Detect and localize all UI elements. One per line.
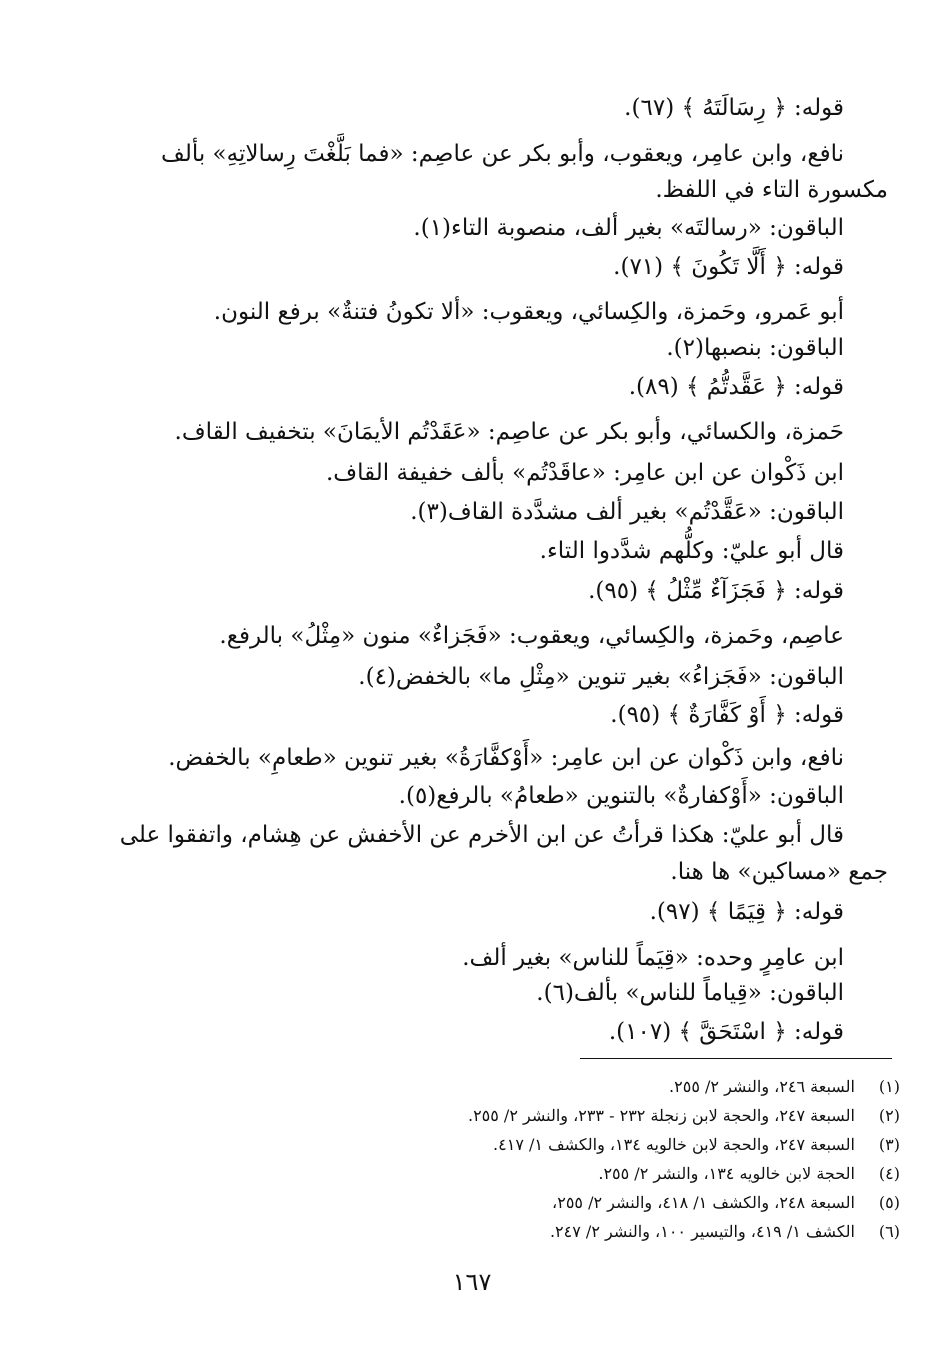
- text-line: نافع، وابن عامِر، ويعقوب، وأبو بكر عن عاصِم: «فما بَلَّغْتَ رِسالاتِهِ» بألف: [161, 141, 844, 167]
- text-line: قال أبو عليّ: وكلُّهم شدَّدوا التاء.: [539, 538, 844, 564]
- text-line: ابن عامِرٍ وحده: «قِيَماً للناس» بغير ألف.: [462, 945, 844, 971]
- footnote: [550, 1219, 900, 1245]
- footnote: [669, 1074, 900, 1100]
- text-line: أبو عَمرو، وحَمزة، والكِسائي، ويعقوب: «ألا تكونُ فتنةٌ» برفع النون.: [213, 299, 844, 325]
- text-line: قوله: ﴿ أَلَّا تَكُونَ ﴾ (٧١).: [613, 254, 844, 280]
- footnote-text: الكشف ١/ ٤١٩، والتيسير ١٠٠، والنشر ٢/ ٢٤٧.: [549, 1222, 855, 1241]
- footnote-number: (٤): [878, 1164, 900, 1183]
- text-line: قوله: ﴿ رِسَالَتَهُ ﴾ (٦٧).: [624, 95, 844, 121]
- text-line: عاصِم، وحَمزة، والكِسائي، ويعقوب: «فَجَزاءٌ» منون «مِثْلُ» بالرفع.: [219, 623, 844, 649]
- text-line: قوله: ﴿ فَجَزَآءٌ مِّثْلُ ﴾ (٩٥).: [588, 578, 844, 604]
- text-line: الباقون: «أَوْكفارةٌ» بالتنوين «طعامُ» بالرفع(٥).: [398, 783, 844, 809]
- footnote-text: السبعة ٢٤٧، والحجة لابن زنجلة ٢٣٢ - ٢٣٣، والنشر ٢/ ٢٥٥.: [467, 1106, 855, 1125]
- page-number: ١٦٧: [452, 1268, 492, 1296]
- footnote: [468, 1103, 900, 1129]
- text-line: قوله: ﴿ عَقَّدتُّمُ ﴾ (٨٩).: [628, 374, 844, 400]
- text-line: ابن ذَكْوان عن ابن عامِر: «عاقَدْتُم» بألف خفيفة القاف.: [326, 460, 844, 486]
- footnote-number: (١): [878, 1077, 900, 1096]
- footnote-number: (٢): [878, 1106, 900, 1125]
- footnote-text: السبعة ٢٤٨، والكشف ١/ ٤١٨، والنشر ٢/ ٢٥٥،: [552, 1193, 855, 1212]
- text-line: قوله: ﴿ أَوْ كَفَّارَةٌ ﴾ (٩٥).: [610, 702, 844, 728]
- text-line: حَمزة، والكسائي، وأبو بكر عن عاصِم: «عَقَدْتُم الأيمَانَ» بتخفيف القاف.: [174, 419, 844, 445]
- text-line: قال أبو عليّ: هكذا قرأتُ عن ابن الأخرم عن الأخفش عن هِشام، واتفقوا على: [119, 822, 844, 848]
- text-line: مكسورة التاء في اللفظ.: [655, 177, 888, 203]
- footnote-number: (٥): [878, 1193, 900, 1212]
- text-line: الباقون: بنصبها(٢).: [666, 335, 844, 361]
- footnote: [598, 1161, 900, 1187]
- text-line: نافع، وابن ذَكْوان عن ابن عامِر: «أَوْكفَّارَةُ» بغير تنوين «طعامِ» بالخفض.: [168, 745, 844, 771]
- footnote-text: السبعة ٢٤٦، والنشر ٢/ ٢٥٥.: [669, 1077, 855, 1096]
- text-line: الباقون: «قِياماً للناس» بألف(٦).: [536, 980, 844, 1006]
- footnote-separator: [580, 1058, 892, 1059]
- footnote-text: السبعة ٢٤٧، والحجة لابن خالويه ١٣٤، والكشف ١/ ٤١٧.: [493, 1135, 855, 1154]
- footnote: [552, 1190, 900, 1216]
- footnote: [493, 1132, 900, 1158]
- text-line: الباقون: «فَجَزاءُ» بغير تنوين «مِثْلِ ما» بالخفض(٤).: [358, 664, 844, 690]
- footnote-number: (٣): [878, 1135, 900, 1154]
- text-line: الباقون: «عَقَّدْتُم» بغير ألف مشدَّدة القاف(٣).: [410, 499, 844, 525]
- text-line: جمع «مساكين» ها هنا.: [670, 859, 888, 885]
- footnote-number: (٦): [878, 1222, 900, 1241]
- footnote-text: الحجة لابن خالويه ١٣٤، والنشر ٢/ ٢٥٥.: [598, 1164, 855, 1183]
- text-line: قوله: ﴿ قِيَمًا ﴾ (٩٧).: [649, 899, 844, 925]
- text-line: قوله: ﴿ اسْتَحَقَّ ﴾ (١٠٧).: [608, 1019, 844, 1045]
- text-line: الباقون: «رسالتَه» بغير ألف، منصوبة التاء(١).: [413, 215, 844, 241]
